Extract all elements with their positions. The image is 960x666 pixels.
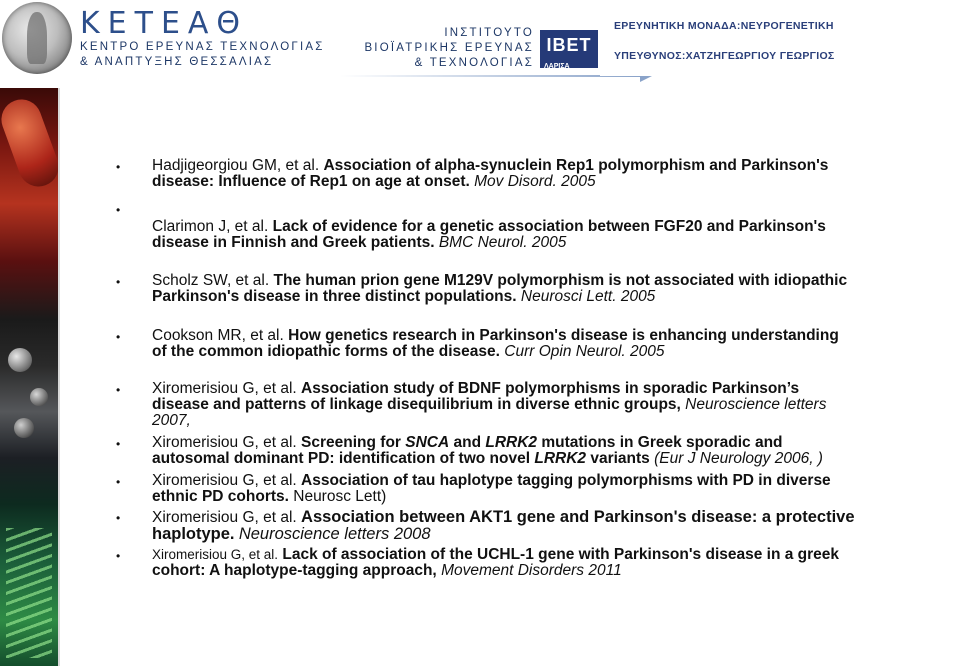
bullet-icon: •: [116, 383, 121, 397]
logo-title: ΚΕΤΕΑΘ: [80, 6, 249, 41]
blood-cell-icon: [0, 94, 58, 192]
ref-gene: SNCA: [405, 434, 450, 451]
ibet-logo-subtext: ΛΑΡΙΣΑ: [544, 63, 570, 70]
bullet-icon: •: [116, 275, 121, 289]
ref-gene: LRRK2: [534, 450, 587, 467]
decorative-image-strip: [0, 88, 58, 666]
ref-title: Lack of evidence for a genetic association between FGF20 and Parkinson's disease in Finnish and Greek patients.: [152, 218, 826, 251]
ref-title: mutations in Greek sporadic and autosomal dominant PD: identification of two novel: [152, 434, 783, 467]
ref-authors: Hadjigeorgiou GM, et al.: [152, 157, 320, 174]
list-item: [116, 435, 856, 467]
ref-authors: Cookson MR, et al.: [152, 327, 284, 344]
keteath-logo: [80, 8, 325, 70]
institute-line-2: ΒΙΟΪΑΤΡΙΚΗΣ ΕΡΕΥΝΑΣ: [364, 42, 534, 54]
ref-authors: Xiromerisiou G, et al.: [152, 380, 297, 397]
ref-authors: Xiromerisiou G, et al.: [152, 434, 297, 451]
ref-journal: Neuroscience letters 2007,: [152, 396, 827, 429]
list-item: [116, 547, 856, 579]
molecule-icon: [8, 348, 32, 372]
ref-journal: Neurosci Lett. 2005: [520, 288, 656, 305]
list-item: [116, 381, 856, 429]
ibet-logo-text: IBET: [546, 35, 592, 55]
institute-line-1: ΙΝΣΤΙΤΟΥΤΟ: [444, 27, 534, 39]
ref-journal: Mov Disord. 2005: [474, 173, 596, 190]
header-banner: [0, 0, 960, 84]
research-unit-box: [600, 0, 960, 76]
ref-authors: Xiromerisiou G, et al.: [152, 547, 279, 562]
bullet-icon: •: [116, 160, 121, 174]
unit-head: ΥΠΕΥΘΥΝΟΣ:ΧΑΤΖΗΓΕΩΡΓΙΟΥ ΓΕΩΡΓΙΟΣ: [614, 50, 835, 62]
ref-title: Lack of association of the UCHL-1 gene with Parkinson's disease in a greek cohort: A haplotype-tagging approach,: [152, 546, 840, 579]
ref-authors: Xiromerisiou G, et al.: [152, 472, 297, 489]
ref-journal: (Eur J Neurology 2006, ): [654, 450, 823, 467]
bullet-icon: •: [116, 330, 121, 344]
ref-authors: Clarimon J, et al.: [152, 218, 269, 235]
logo-line-1: ΚΕΝΤΡΟ ΕΡΕΥΝΑΣ ΤΕΧΝΟΛΟΓΙΑΣ: [80, 41, 325, 53]
ref-title: and: [453, 434, 482, 451]
ref-title: Association study of BDNF polymorphisms in sporadic Parkinson’s disease and patterns of linkage disequilibrium in diverse ethnic groups,: [152, 380, 800, 413]
molecule-icon: [14, 418, 34, 438]
ref-journal: Neurosc Lett): [293, 488, 387, 505]
bullet-icon: •: [116, 203, 121, 217]
ref-title: Association of tau haplotype tagging polymorphisms with PD in diverse ethnic PD cohorts.: [152, 472, 831, 505]
ref-title: Association between AKT1 gene and Parkinson's disease: a protective haplotype.: [152, 508, 855, 543]
header-divider-line: [340, 75, 640, 77]
dna-helix-icon: [6, 528, 52, 658]
bullet-icon: •: [116, 549, 121, 563]
ref-journal: Curr Opin Neurol. 2005: [504, 343, 665, 360]
ref-authors: Scholz SW, et al.: [152, 272, 270, 289]
ref-title: The human prion gene M129V polymorphism is not associated with idiopathic Parkinson's disease in three distinct populations.: [152, 272, 848, 305]
bullet-icon: •: [116, 437, 121, 451]
molecule-icon: [30, 388, 48, 406]
ref-gene: LRRK2: [485, 434, 538, 451]
institute-name: [360, 26, 534, 71]
ref-title: How genetics research in Parkinson's disease is enhancing understanding of the common idiopathic forms of the disease.: [152, 327, 839, 360]
bullet-icon: •: [116, 475, 121, 489]
list-item: [116, 473, 856, 505]
ref-authors: Xiromerisiou G, et al.: [152, 509, 297, 526]
research-unit: ΕΡΕΥΝΗΤΙΚΗ ΜΟΝΑΔΑ:ΝΕΥΡΟΓΕΝΕΤΙΚΗ: [614, 20, 834, 32]
institute-line-3: & ΤΕΧΝΟΛΟΓΙΑΣ: [414, 57, 534, 69]
ref-journal: BMC Neurol. 2005: [438, 234, 567, 251]
ancient-coin-logo: [2, 2, 72, 74]
list-item: [116, 158, 856, 190]
logo-line-2: & ΑΝΑΠΤΥΞΗΣ ΘΕΣΣΑΛΙΑΣ: [80, 56, 274, 68]
strip-border: [58, 88, 60, 666]
ref-journal: Neuroscience letters 2008: [238, 525, 431, 543]
list-item: [116, 509, 856, 543]
reference-list: [116, 158, 856, 579]
ref-title: Association of alpha-synuclein Rep1 polymorphism and Parkinson's disease: Influence of Rep1 on age at onset.: [152, 157, 829, 190]
ref-title: Screening for: [301, 434, 401, 451]
bullet-icon: •: [116, 511, 121, 525]
list-item: [116, 219, 856, 251]
ref-journal: Movement Disorders 2011: [441, 562, 622, 579]
ibet-logo: [540, 30, 598, 68]
ref-title: variants: [590, 450, 650, 467]
list-item: [116, 201, 856, 217]
list-item: [116, 328, 856, 360]
list-item: [116, 273, 856, 305]
